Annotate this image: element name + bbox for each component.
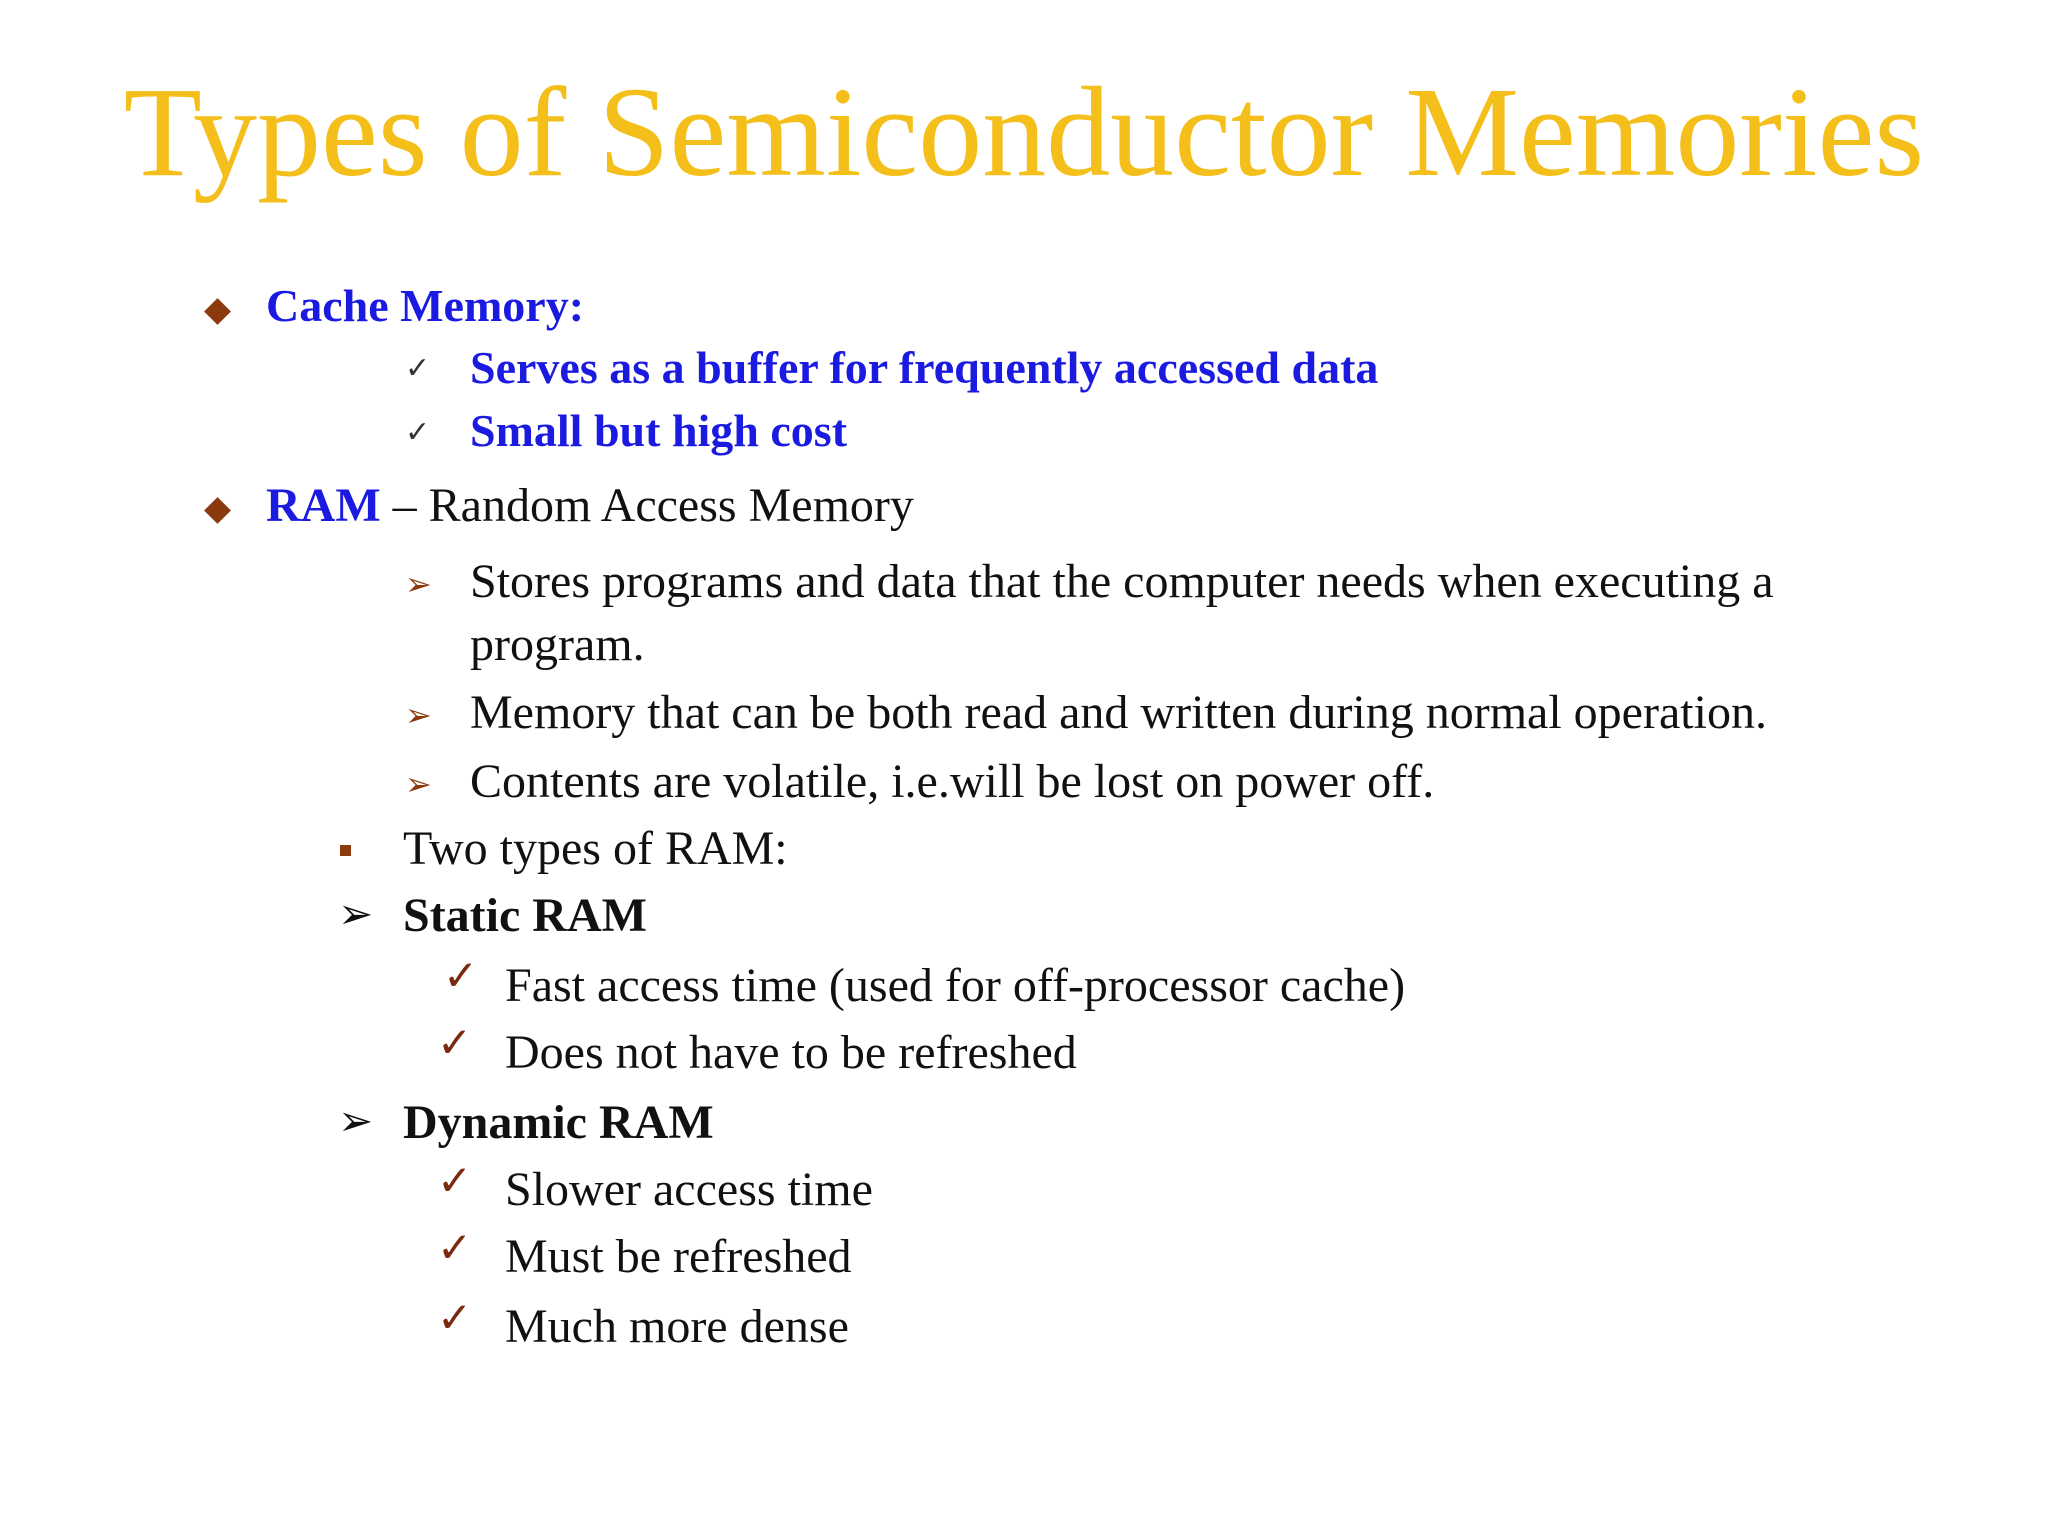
dynamic-ram-point-1: Slower access time bbox=[505, 1163, 873, 1216]
dynamic-ram-point-2: Must be refreshed bbox=[505, 1230, 852, 1283]
checkmark-icon: ✓ bbox=[405, 351, 431, 386]
cache-memory-heading: Cache Memory: bbox=[266, 280, 585, 331]
arrowhead-bullet-icon: ➢ bbox=[405, 765, 432, 803]
arrowhead-bullet-icon: ➢ bbox=[405, 696, 432, 734]
dynamic-ram-heading: Dynamic RAM bbox=[403, 1096, 714, 1149]
diamond-bullet-icon bbox=[204, 298, 231, 325]
diamond-bullet-icon bbox=[204, 497, 231, 524]
ram-point-1: Stores programs and data that the computer needs when executing a bbox=[470, 555, 1774, 608]
square-bullet-icon bbox=[340, 845, 351, 856]
ram-point-2: Memory that can be both read and written during normal operation. bbox=[470, 686, 1767, 739]
checkmark-icon: ✓ bbox=[437, 1293, 473, 1342]
ram-types-label: Two types of RAM: bbox=[403, 822, 788, 875]
ram-description: – Random Access Memory bbox=[380, 479, 914, 532]
checkmark-icon: ✓ bbox=[443, 951, 479, 1000]
checkmark-icon: ✓ bbox=[437, 1223, 473, 1272]
ram-point-3: Contents are volatile, i.e.will be lost on power off. bbox=[470, 755, 1435, 808]
slide-title: Types of Semiconductor Memories bbox=[123, 61, 1925, 203]
static-ram-heading: Static RAM bbox=[403, 889, 647, 942]
dynamic-ram-point-3: Much more dense bbox=[505, 1300, 849, 1353]
static-ram-point-1: Fast access time (used for off-processor cache) bbox=[505, 959, 1406, 1012]
bold-arrowhead-icon: ➢ bbox=[338, 889, 374, 938]
cache-point-1: Serves as a buffer for frequently accessed data bbox=[470, 342, 1379, 393]
ram-heading-line bbox=[266, 478, 914, 533]
ram-point-1-continued: program. bbox=[470, 618, 645, 671]
ram-heading: RAM bbox=[266, 479, 381, 532]
checkmark-icon: ✓ bbox=[437, 1156, 473, 1205]
static-ram-point-2: Does not have to be refreshed bbox=[505, 1026, 1077, 1079]
arrowhead-bullet-icon: ➢ bbox=[405, 565, 432, 603]
checkmark-icon: ✓ bbox=[405, 415, 431, 450]
bold-arrowhead-icon: ➢ bbox=[338, 1096, 374, 1145]
cache-point-2: Small but high cost bbox=[470, 405, 848, 456]
checkmark-icon: ✓ bbox=[437, 1018, 473, 1067]
